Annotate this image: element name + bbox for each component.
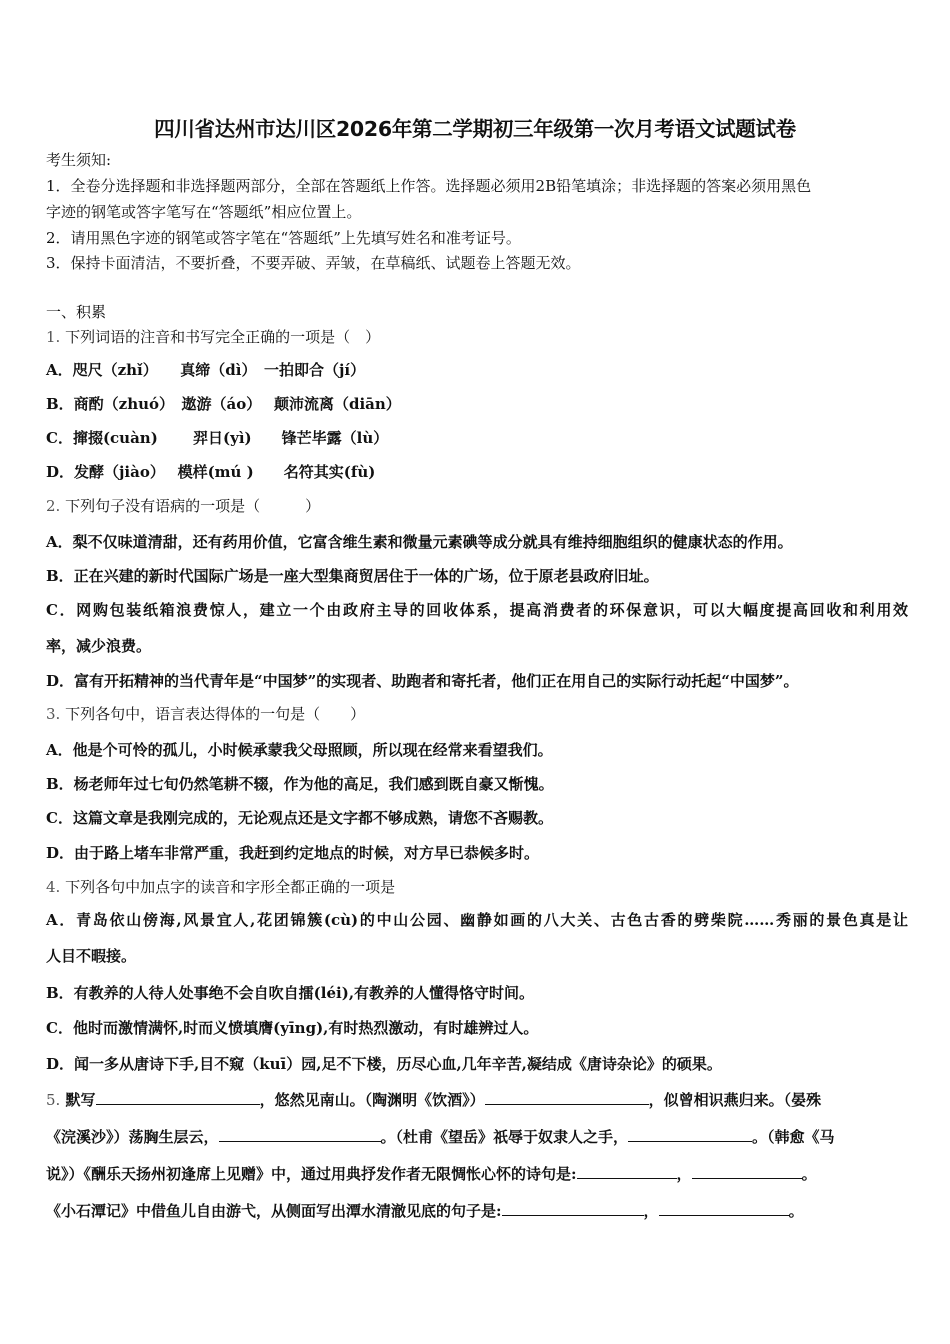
question-text: 。（韩愈《马: [752, 1128, 835, 1146]
question-number: 1.: [46, 328, 61, 346]
notice-item-1-line-1: 1．全卷分选择题和非选择题两部分，全部在答题纸上作答。选择题必须用2B铅笔填涂；非选择题的答案必须用黑色: [46, 177, 812, 195]
question-text: 下列各句中，语言表达得体的一句是（ ）: [65, 705, 366, 723]
question-4-option-c: C．他时而激情满怀,时而义愤填膺(yīng),有时热烈激动，有时雄辨过人。: [46, 1019, 539, 1037]
question-5-line-1: [46, 1090, 908, 1110]
question-text: 。: [788, 1202, 804, 1220]
question-4-option-a-line-2: 人目不暇接。: [46, 947, 137, 965]
question-2-option-c-line-1: C．网购包装纸箱浪费惊人，建立一个由政府主导的回收体系，提高消费者的环保意识，可以大幅度提高回收和利用效: [46, 601, 908, 619]
answer-blank[interactable]: [502, 1201, 644, 1216]
question-2-option-c-line-2: 率，减少浪费。: [46, 637, 152, 655]
question-text: 。（杜甫《望岳》祇辱于奴隶人之手，: [380, 1128, 629, 1146]
answer-blank[interactable]: [485, 1090, 649, 1105]
page-title: 四川省达州市达川区2026年第二学期初三年级第一次月考语文试题试卷: [154, 117, 796, 141]
question-text: ，悠然见南山。（陶渊明《饮酒》）: [259, 1091, 485, 1109]
question-1-stem: [46, 327, 908, 347]
question-text: ，: [643, 1202, 659, 1220]
question-text: 说》）《酬乐天扬州初逢席上见赠》中，通过用典抒发作者无限惆怅心怀的诗句是:: [46, 1165, 577, 1183]
question-4-option-d: D．闻一多从唐诗下手,目不窥（kuī）园,足不下楼，历尽心血,几年辛苦,凝结成《唐诗杂论》的硕果。: [46, 1055, 722, 1073]
question-3-option-a: A．他是个可怜的孤儿，小时候承蒙我父母照顾，所以现在经常来看望我们。: [46, 741, 553, 759]
question-text: ，: [676, 1165, 692, 1183]
question-1-option-b: B．商酌（zhuó） 遨游（áo） 颠沛流离（diān）: [46, 395, 401, 413]
question-text: ，似曾相识燕归来。（晏殊: [648, 1091, 822, 1109]
answer-blank[interactable]: [219, 1127, 381, 1142]
answer-blank[interactable]: [628, 1127, 752, 1142]
answer-blank[interactable]: [659, 1201, 789, 1216]
question-number: 4.: [46, 878, 61, 896]
question-1-option-d: D．发酵（jiào） 模样(mú ) 名符其实(fù): [46, 463, 376, 481]
question-4-option-b: B．有教养的人待人处事绝不会自吹自擂(léi),有教养的人懂得恪守时间。: [46, 984, 535, 1002]
answer-blank[interactable]: [692, 1164, 802, 1179]
notice-heading: 考生须知:: [46, 151, 112, 169]
notice-item-2: 2．请用黑色字迹的钢笔或答字笔在“答题纸”上先填写姓名和准考证号。: [46, 229, 521, 247]
question-text: 下列词语的注音和书写完全正确的一项是（ ）: [65, 328, 381, 346]
question-number: 2.: [46, 497, 61, 515]
question-4-stem: [46, 877, 908, 897]
question-2-option-a: A．梨不仅味道清甜，还有药用价值，它富含维生素和微量元素碘等成分就具有维持细胞组织的健康状态的作用。: [46, 533, 793, 551]
notice-item-3: 3．保持卡面清洁，不要折叠，不要弄破、弄皱，在草稿纸、试题卷上答题无效。: [46, 254, 581, 272]
section-heading: 一、积累: [46, 303, 107, 321]
notice-item-1-line-2: 字迹的钢笔或答字笔写在“答题纸”相应位置上。: [46, 203, 362, 221]
question-2-option-b: B．正在兴建的新时代国际广场是一座大型集商贸居住于一体的广场，位于原老县政府旧址。: [46, 567, 659, 585]
question-text: 默写: [65, 1091, 96, 1109]
question-3-option-c: C．这篇文章是我刚完成的，无论观点还是文字都不够成熟，请您不吝赐教。: [46, 809, 553, 827]
question-5-line-3: [46, 1164, 908, 1184]
question-text: 《浣溪沙》）荡胸生层云，: [46, 1128, 219, 1146]
question-text: 。: [801, 1165, 817, 1183]
question-number: 3.: [46, 705, 61, 723]
question-3-stem: [46, 704, 908, 724]
question-1-option-a: A．咫尺（zhǐ） 真缔（dì） 一拍即合（jí）: [46, 361, 366, 379]
question-5-line-4: [46, 1201, 908, 1221]
question-3-option-b: B．杨老师年过七旬仍然笔耕不辍，作为他的高足，我们感到既自豪又惭愧。: [46, 775, 554, 793]
question-4-option-a-line-1: A．青岛依山傍海,风景宜人,花团锦簇(cù)的中山公园、幽静如画的八大关、古色古香的劈柴院……秀丽的景色真是让: [46, 911, 908, 929]
question-text: 《小石潭记》中借鱼儿自由游弋，从侧面写出潭水清澈见底的句子是:: [46, 1202, 502, 1220]
question-text: 下列各句中加点字的读音和字形全都正确的一项是: [65, 878, 396, 896]
question-2-option-d: D．富有开拓精神的当代青年是“中国梦”的实现者、助跑者和寄托者，他们正在用自己的实际行动托起“中国梦”。: [46, 672, 799, 690]
question-3-option-d: D．由于路上堵车非常严重，我赶到约定地点的时候，对方早已恭候多时。: [46, 844, 540, 862]
question-1-option-c: C．撺掇(cuàn) 羿日(yì) 锋芒毕露（lù）: [46, 429, 389, 447]
answer-blank[interactable]: [577, 1164, 677, 1179]
question-2-stem: [46, 496, 908, 516]
question-text: 下列句子没有语病的一项是（ ）: [65, 497, 321, 515]
answer-blank[interactable]: [96, 1090, 260, 1105]
question-number: 5.: [46, 1091, 61, 1109]
question-5-line-2: [46, 1127, 908, 1147]
